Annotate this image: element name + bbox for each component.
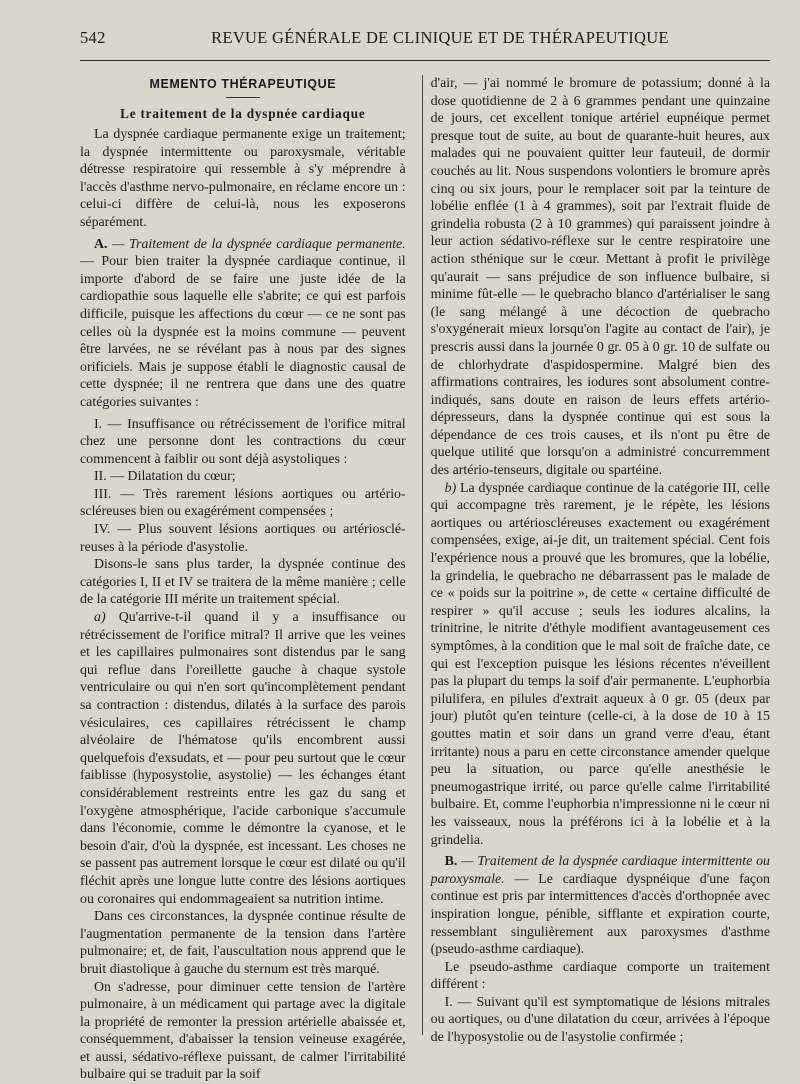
section-a-title: — Traitement de la dyspnée cardiaque permanente. (112, 237, 406, 252)
category-item-2: II. — Dilatation du cœur; (80, 468, 406, 486)
subsection-a-body: Qu'arrive-t-il quand il y a insuffisance ou rétrécissement de l'orifice mitral? Il arrive que les veines et les capillaires pulmonaires sont distendus par le sang qui reflue dans l'oreillette gauche à chaque systole ventriculaire ou qui n'en sort qu'incomplètement pendant sa contraction : distendus, dilatés à la surface des parois vésiculaires, ces capillaires rétrécissent le champ alvéolaire de l'hématose qu'ils encombrent aussi quelquefois d'exsudats, et — pour peu surtout que le cœur faiblisse (hyposystolie, asystolie) — les échanges étant considérablement restreints entre les gaz du sang et l'oxygène atmosphérique, l'acide carbonique s'accumule dans l'économie, comme le démontre la cyanose, et le besoin d'air, d'où la dyspnée, est incessant. Les choses ne se passent pas autrement lorsque le cœur est dilaté ou qu'il fléchit après une longue lutte contre des lésions aortiques ou coronaires qui endommageaient sa nutrition intime. (80, 610, 406, 907)
right-column (429, 75, 770, 1084)
treatment-item-1: I. — Suivant qu'il est symptomatique de lésions mitrales ou aortiques, ou d'une dilatation du cœur, arrivées à l'époque de l'hyposystolie ou de l'asystolie confirmée ; (431, 994, 770, 1047)
column-divider (422, 75, 423, 1035)
section-b-letter: B. (445, 854, 458, 869)
subsection-b-body: La dyspnée cardiaque continue de la catégorie III, celle qui accompagne très rarement, je le répète, les lésions aortiques ou artérioscléreuses exactement ou exagérément compensées, exige, ai-je dit, un traitement spécial. Cent fois l'expérience nous a prouvé que les bromures, que la lobélie, la grindelia, le quebracho ne débarrassent pas le malade de ce « poids sur la poitrine », de cette « certaine difficulté de respirer » qu'il accuse ; seuls les iodures alcalins, la trinitrine, le nitrite d'éthyle modifient avantageusement ces symptômes, à la condition que le mal soit de fraîche date, ce qui est l'exception puisque les lésions récentes n'éveillent pas la plupart du temps la soif d'air permanente. L'euphorbia pilulifera, en pilules d'extrait aqueux à 0 gr. 05 (deux par jour) plutôt qu'en teinture (celle-ci, à la dose de 10 à 15 gouttes matin et soir dans un grand verre d'eau, étant irritante) nous a paru en cette circonstance amender quelque peu la situation, ou parce qu'elle anesthésie le pneumogastrique irrité, ou parce qu'elle calme l'irritabilité bulbaire. Et, comme l'euphorbia n'impressionne ni le cœur ni les vaisseaux, nous la préférons ici à la lobélie et à la grindelia. (431, 481, 770, 848)
subsection-a-paragraph (80, 609, 406, 908)
continued-paragraph: d'air, — j'ai nommé le bromure de potassium; donné à la dose quotidienne de 2 à 6 grammes pendant une quinzaine de jours, cet excellent tonique artériel eupnéique permet presque tout de suite, au bout de quarante-huit heures, aux malades qui ne pouvaient quitter leur fauteuil, de dormir couchés au lit. Nous suspendons volontiers le bromure après cinq ou six jours, pour le remplacer soit par la teinture de lobélie enflée (1 à 4 grammes), soit par l'extrait fluide de grindelia robusta (2 à 10 grammes) qui paraissent joindre à leur action sédativo-réflexe sur le centre respiratoire une action sthénique sur le cœur. Mettant à profit le privilège qu'aurait — sans préjudice de son influence bulbaire, si minime fût-elle — le quebracho blanco d'artérialiser le sang (le sang mélangé à une décoction de quebracho s'oxygénerait mieux lorsqu'on l'agite au contact de l'air), je prescris aussi dans la journée 0 gr. 05 à 0 gr. 10 de sulfate ou de chlorhydrate d'aspidospermine. Malgré bien des affirmations contraires, les iodures sont absolument contre-indiqués, sans doute en raison de leurs effets artério-dépresseurs, dans la dyspnée continue qui est sous la dépendance de ces trois causes, et ils n'ont pu être de quelque utilité que lorsqu'on a administré concurremment des artério-tenseurs, digitale ou spartéine. (431, 75, 770, 480)
category-item-1: I. — Insuffisance ou rétrécissement de l'orifice mitral chez une personne dont les contractions du cœur commencent à faiblir ou sont déjà asystoliques : (80, 416, 406, 469)
section-a-body: — Pour bien traiter la dyspnée cardiaque continue, il importe d'abord de se faire une juste idée de la cardiopathie sous laquelle elle s'abrite; ce qui est parfois difficile, puisque les affections du cœur — ce ne sont pas celles où la dyspnée est la moins commune — peuvent être larvées, ne se révélant pas à nous par des signes orificiels. Mais je suppose établi le diagnostic causal de cette dyspnée; il ne rentrera que dans une des quatre catégories suivantes : (80, 254, 406, 410)
body-paragraph: Le pseudo-asthme cardiaque comporte un traitement différent : (431, 959, 770, 994)
page-number: 542 (80, 28, 150, 48)
section-heading: MEMENTO THÉRAPEUTIQUE (80, 77, 406, 91)
two-column-body (80, 75, 770, 1084)
heading-rule (226, 97, 260, 98)
running-head (80, 28, 770, 54)
body-paragraph: On s'adresse, pour diminuer cette tension de l'artère pulmonaire, à un médicament qui partage avec la digitale la propriété de remonter la pression artérielle abaissée et, conséquemment, d'abaisser la tension veineuse exagérée, et aussi, sédativo-réflexe puissant, de calmer l'irritabilité bulbaire qui se traduit par la soif (80, 979, 406, 1084)
left-column (80, 75, 416, 1084)
section-a-letter: A. (94, 237, 108, 252)
header-rule (80, 60, 770, 61)
intro-paragraph: La dyspnée cardiaque permanente exige un traitement; la dyspnée intermittente ou paroxysmale, véritable détresse respiratoire qui ressemble à s'y méprendre à l'accès d'asthme nervo-pulmonaire, en réclame encore un : celui-ci diffère de celui-là, nous les exposerons séparément. (80, 126, 406, 232)
section-b-body: — Le cardiaque dyspnéique d'une façon continue est pris par intermittences d'accès d'orthopnée avec inspiration longue, pénible, sifflante et expiration courte, ressemblant singulièrement aux paroxysmes d'asthme (pseudo-asthme cardiaque). (431, 872, 770, 957)
body-paragraph: Dans ces circonstances, la dyspnée continue résulte de l'augmentation permanente de la tension dans l'artère pulmonaire; et, de fait, l'auscultation nous apprend que le bruit diastolique à gauche du sternum est très marqué. (80, 908, 406, 978)
journal-title: REVUE GÉNÉRALE DE CLINIQUE ET DE THÉRAPEUTIQUE (150, 28, 770, 48)
section-b-paragraph (431, 853, 770, 959)
article-title: Le traitement de la dyspnée cardiaque (80, 106, 406, 122)
body-paragraph: Disons-le sans plus tarder, la dyspnée continue des catégories I, II et IV se traitera de la même manière ; celle de la catégorie III mérite un traitement spécial. (80, 556, 406, 609)
subsection-a-letter: a) (94, 610, 106, 625)
category-item-3: III. — Très rarement lésions aortiques ou artério-scléreuses bien ou exagérément compensées ; (80, 486, 406, 521)
section-b-title: — Traitement de la dyspnée cardiaque intermittente ou paroxysmale. (431, 854, 770, 887)
section-a-paragraph (80, 236, 406, 412)
subsection-b-letter: b) (445, 481, 457, 496)
category-item-4: IV. — Plus souvent lésions aortiques ou artériosclé-reuses à la période d'asystolie. (80, 521, 406, 556)
subsection-b-paragraph (431, 480, 770, 849)
